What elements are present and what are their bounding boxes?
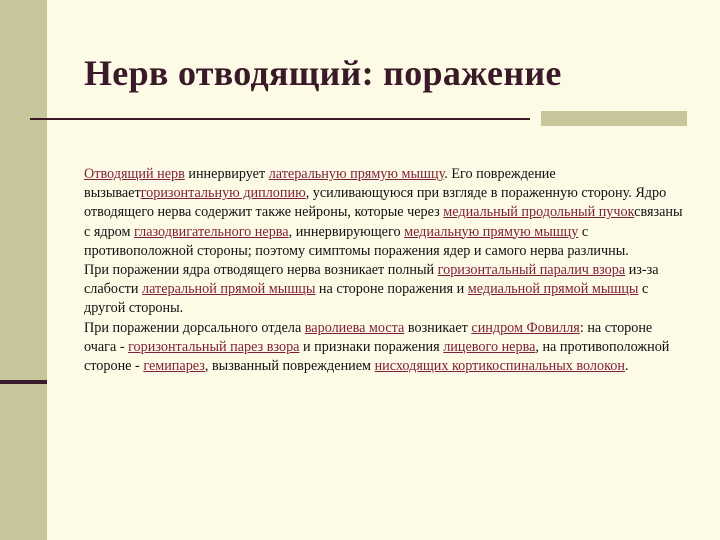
text-run: возникает [404, 319, 472, 336]
text-run: иннервирует [184, 166, 269, 182]
text-run: При поражении дорсального отдела [84, 319, 305, 336]
hyperlink[interactable]: медиальной прямой мышцы [467, 281, 639, 298]
hyperlink[interactable]: нисходящих кортикоспинальных волокон [374, 358, 625, 375]
hyperlink[interactable]: медиальный продольный пучок [443, 204, 635, 221]
text-run: , усиливающуюся при взгляде в пораженную сторону. Ядро отводящего нерва содержит также нейроны, которые через [84, 185, 667, 221]
text-run: . Его повреждение вызывает [84, 166, 556, 202]
text-run: связаны с ядром [84, 204, 683, 240]
hyperlink[interactable]: гемипарез [143, 358, 205, 375]
text-run: При поражении ядра отводящего нерва возникает полный [84, 262, 438, 279]
slide-title: Нерв отводящий: поражение [84, 53, 562, 93]
hyperlink[interactable]: горизонтальный паралич взора [437, 262, 626, 279]
text-run: : на стороне очага - [84, 319, 653, 355]
text-run: , иннервирующего [288, 223, 405, 240]
hyperlink[interactable]: глазодвигательного нерва [134, 223, 289, 240]
text-run: на стороне поражения и [315, 281, 468, 298]
paragraph [84, 165, 688, 261]
text-run: с противоположной стороны; поэтому симптомы поражения ядер и самого нерва различны. [84, 223, 629, 259]
slide-body [84, 165, 688, 376]
hyperlink[interactable]: латеральной прямой мышцы [141, 281, 316, 298]
hyperlink[interactable]: горизонтальный парез взора [128, 338, 300, 355]
text-run: с другой стороны. [84, 281, 649, 317]
text-run: . [624, 358, 629, 375]
hyperlink[interactable]: Отводящий нерв [84, 166, 185, 182]
divider-accent-block [541, 111, 687, 126]
text-run: и признаки поражения [299, 338, 444, 355]
hyperlink[interactable]: латеральную прямую мышцу [268, 166, 445, 182]
paragraph [84, 319, 688, 377]
text-run: , на противоположной стороне - [84, 338, 670, 375]
hyperlink[interactable]: медиальную прямую мышцу [404, 223, 579, 240]
hyperlink[interactable]: синдром Фовилля [471, 319, 580, 336]
left-decorative-band [0, 0, 47, 540]
hyperlink[interactable]: горизонтальную диплопию [140, 185, 306, 202]
text-run: из-за слабости [84, 262, 659, 298]
text-run: , вызванный повреждением [204, 358, 375, 375]
hyperlink[interactable]: варолиева моста [304, 319, 405, 336]
hyperlink[interactable]: лицевого нерва [443, 338, 536, 355]
left-accent-bar [0, 380, 47, 384]
paragraph [84, 261, 688, 319]
title-divider [30, 118, 530, 120]
